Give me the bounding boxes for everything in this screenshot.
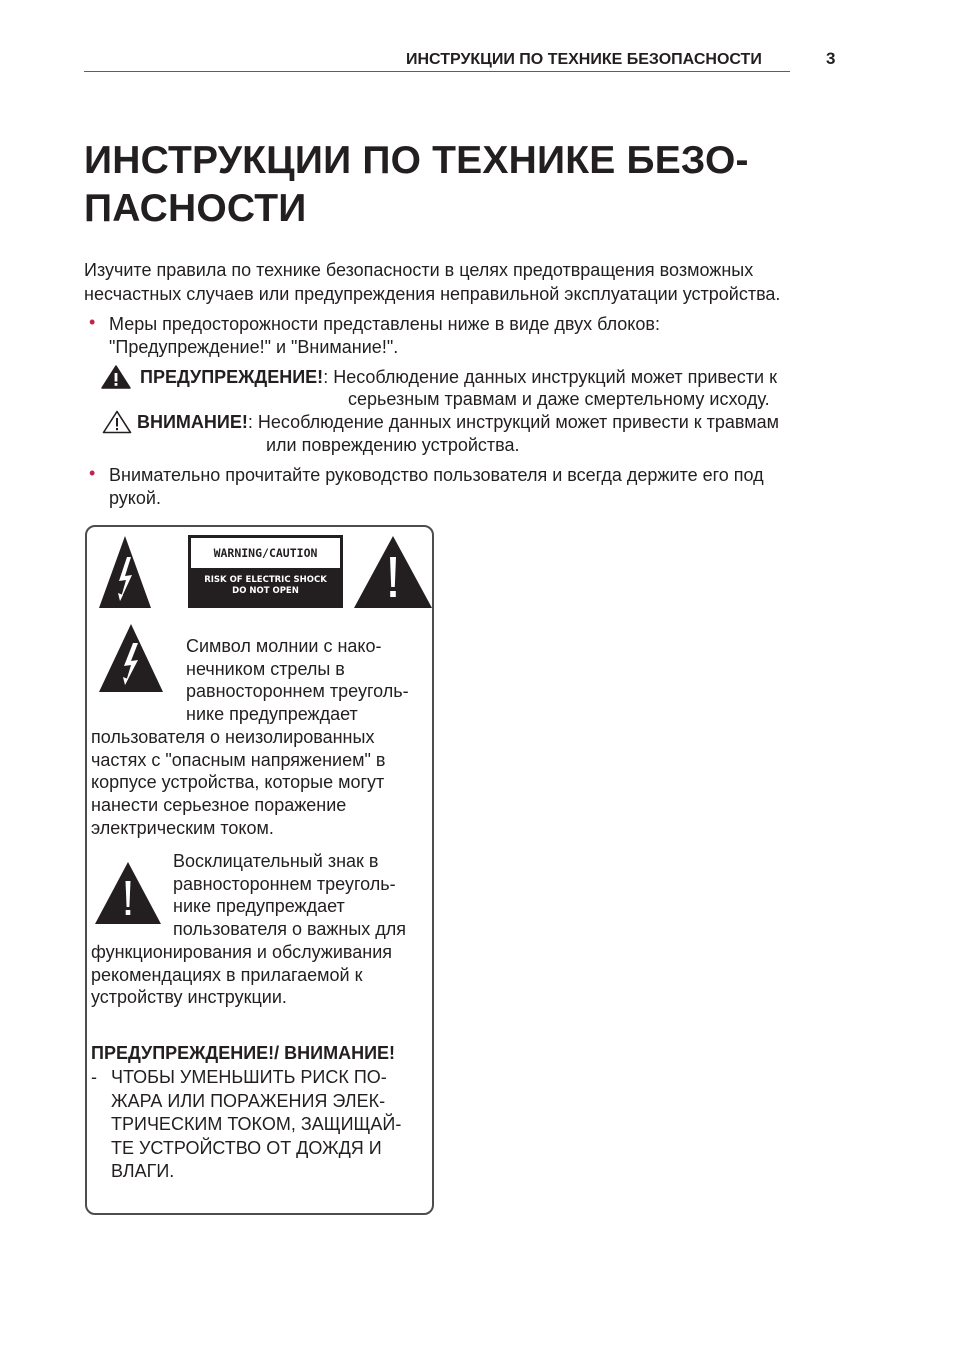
caps-text-line: ТРИЧЕСКИМ ТОКОМ, ЗАЩИЩАЙ-: [111, 1114, 402, 1134]
page-title-line-1: ИНСТРУКЦИИ ПО ТЕХНИКЕ БЕЗО-: [84, 139, 749, 182]
lightning-text-full: [91, 726, 385, 840]
lightning-text-line: нике предупреждает: [186, 704, 358, 725]
page-number: 3: [826, 49, 836, 68]
caps-text-line: ЖАРА ИЛИ ПОРАЖЕНИЯ ЭЛЕК-: [111, 1090, 386, 1111]
exclamation-text-full: [91, 941, 392, 1009]
warning-note-first-line: [140, 366, 777, 388]
exclamation-text-line: пользователя о важных для: [173, 919, 407, 940]
bullet-item-1: [109, 313, 660, 359]
exclamation-text-line: Восклицательный знак в: [173, 851, 379, 871]
bullet-item-2: [109, 464, 764, 510]
label-bottom-line-1: RISK OF ELECTRIC SHOCK: [204, 575, 327, 585]
warning-note-colon: :: [323, 367, 329, 387]
bullet-1-line-1: Меры предосторожности представлены ниже в виде двух блоков:: [109, 314, 660, 334]
lightning-text-line: корпусе устройства, которые могут: [91, 772, 385, 793]
bullet-2-line-1: Внимательно прочитайте руководство пользователя и всегда держите его под: [109, 465, 764, 485]
exclamation-text-line: рекомендациях в прилагаемой к: [91, 964, 363, 985]
exclamation-triangle-icon: [94, 861, 162, 925]
caution-outline-triangle-icon: [102, 410, 132, 434]
bullet-marker-1: •: [89, 312, 96, 332]
lightning-text-line: Символ молнии с нако-: [186, 636, 382, 656]
caution-note-label: ВНИМАНИЕ!: [137, 412, 248, 432]
page-title: [84, 137, 864, 233]
warning-caution-label: [188, 535, 343, 608]
caps-text-line: ТЕ УСТРОЙСТВО ОТ ДОЖДЯ И: [111, 1137, 382, 1158]
exclamation-triangle-icon: [353, 535, 433, 609]
lightning-text-line: частях с "опасным напряжением" в: [91, 749, 386, 770]
bullet-marker-2: •: [89, 463, 96, 483]
warning-filled-triangle-icon: [101, 365, 131, 389]
warning-note-text-line-2: серьезным травмам и даже смертельному исходу.: [348, 389, 770, 409]
caution-note-text-line-1: Несоблюдение данных инструкций может привести к травмам: [252, 412, 780, 432]
warning-note-label: ПРЕДУПРЕЖДЕНИЕ!: [140, 367, 324, 387]
caution-note-text-line-2: или повреждению устройства.: [266, 435, 520, 455]
header-divider: [84, 71, 790, 72]
caps-warning-text: [111, 1066, 401, 1184]
lightning-text-line: нанести серьезное поражение: [91, 795, 347, 816]
caps-dash: -: [91, 1067, 97, 1087]
lightning-text-line: пользователя о неизолированных: [91, 727, 375, 747]
lightning-text-line: электрическим током.: [91, 817, 274, 838]
lightning-triangle-icon: [98, 623, 164, 693]
caps-text-line: ВЛАГИ.: [111, 1161, 175, 1181]
warning-caution-label-top: WARNING/CAUTION: [191, 538, 340, 568]
running-header-title: ИНСТРУКЦИИ ПО ТЕХНИКЕ БЕЗОПАСНОСТИ: [406, 51, 762, 68]
page-title-line-2: ПАСНОСТИ: [84, 187, 307, 230]
intro-line-1: Изучите правила по технике безопасности в целях предотвращения возможных: [84, 260, 754, 280]
lightning-text-line: равностороннем треуголь-: [186, 681, 409, 702]
warning-note-text-line-1: Несоблюдение данных инструкций может привести к: [328, 367, 777, 387]
bullet-2-line-2: рукой.: [109, 488, 161, 508]
exclamation-text-line: устройству инструкции.: [91, 987, 287, 1008]
box-warning-heading: ПРЕДУПРЕЖДЕНИЕ!/ ВНИМАНИЕ!: [91, 1043, 396, 1063]
caution-note-first-line: [137, 411, 779, 433]
exclamation-text-indented: [173, 850, 406, 941]
caps-text-line: ЧТОБЫ УМЕНЬШИТЬ РИСК ПО-: [111, 1067, 387, 1087]
lightning-text-indented: [186, 635, 409, 726]
bullet-1-line-2: "Предупреждение!" и "Внимание!".: [109, 337, 399, 357]
intro-line-2: несчастных случаев или предупреждения неправильной эксплуатации устройства.: [84, 284, 781, 304]
exclamation-text-line: функционирования и обслуживания: [91, 942, 393, 962]
lightning-triangle-icon: [98, 535, 152, 609]
caution-note-colon: :: [247, 412, 253, 432]
exclamation-text-line: равностороннем треуголь-: [173, 873, 396, 894]
exclamation-text-line: нике предупреждает: [173, 896, 345, 917]
label-bottom-line-2: DO NOT OPEN: [232, 586, 299, 596]
warning-caution-label-bottom: [188, 575, 343, 597]
lightning-text-line: нечником стрелы в: [186, 658, 345, 679]
intro-paragraph: [84, 258, 780, 306]
